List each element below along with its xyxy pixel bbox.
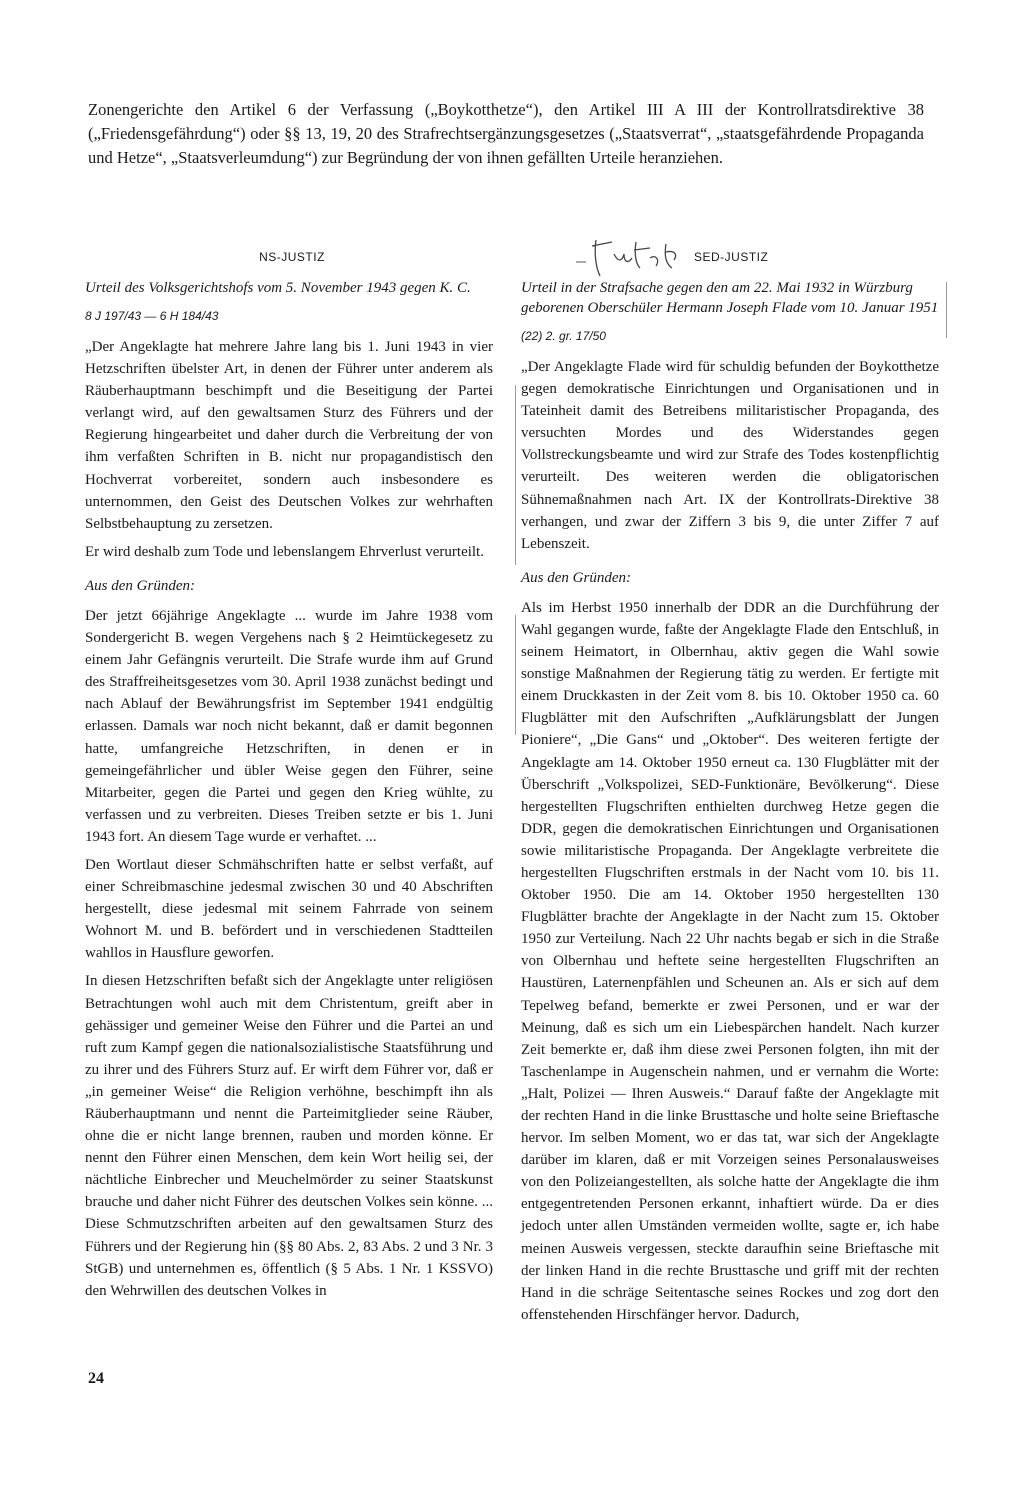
margin-line [515,615,516,735]
column-heading: SED-JUSTIZ [694,250,769,264]
reasons-paragraph: Als im Herbst 1950 innerhalb der DDR an die Durchführung der Wahl gegangen wurde, faßte der Angeklagte Flade den Entschluß, in seinem Heimatort, in Olbernhau, aktiv gegen die Wahl sowie sonstige Maßnahmen der Regierung tätig zu werden. Er fertigte mit einem Druckkasten in der Zeit vom 8. bis 10. Oktober 1950 ca. 60 Flugblätter mit den Aufschriften „Aufklärungsblatt der Jungen Pioniere“, „Die Gans“ und „Oktober“. Des weiteren fertigte der Angeklagte am 14. Oktober 1950 erneut ca. 130 Flugblätter mit der Überschrift „Volkspolizei, SED-Funktionäre, Bevölkerung“. Diese hergestellten Flugschriften enthielten durchweg Hetze gegen die DDR, gegen die demokratischen Einrichtungen und Organisationen sowie militaristische Propaganda. Der Angeklagte verbreitete die hergestellten Flugschriften erstmals in der Nacht vom 10. bis 11. Oktober 1950. Die am 14. Oktober 1950 hergestellten 130 Flugblätter brachte der Angeklagte in der Nacht zum 15. Oktober 1950 zur Verteilung. Nach 22 Uhr nachts begab er sich in die Straße von Olbernhau und heftete seine hergestellten Flugschriften an Haustüren, Laternenpfählen und Scheunen an. Als er sich auf dem Tepelweg befand, bemerkte er zwei Personen, und er war der Meinung, daß es sich um ein Liebespärchen handelt. Nach kurzer Zeit bemerkte er, daß ihm diese zwei Personen folgten, ihn mit der Taschenlampe in Augenschein nahmen, und er vernahm die Worte: „Halt, Polizei — Ihren Ausweis.“ Darauf faßte der Angeklagte mit der rechten Hand in die linke Brusttasche und holte seine Brieftasche hervor. Im selben Moment, wo er das tat, war sich der Angeklagte darüber im klaren, daß er mit Vorzeigen seines Personalausweises von den Polizeiangestellten, als solche hatte der Angeklagte die ihm entgegentretenden Personen erkannt, inhaftiert würde. Da er dies jedoch unter allen Umständen vermeiden wollte, sagte er, ich habe meinen Ausweis vergessen, steckte daraufhin seine Brieftasche mit der linken Hand in die rechte Brusttasche und griff mit der rechten Hand in die schräge Seitentasche seines Rockes und zog dort den offenstehenden Hirschfänger hervor. Dadurch, [521,599,939,1323]
reasons-paragraph: Den Wortlaut dieser Schmähschriften hatte er selbst verfaßt, auf einer Schreibmaschine jedesmal zwischen 30 und 40 Abschriften hergestellt, diese jedesmal mit seinem Fahrrade von seinem Wohnort M. und B. befördert und in verschiedenen Stadtteilen wahllos in Hausflure geworfen. [85,856,493,962]
reasons-paragraph: Der jetzt 66jährige Angeklagte ... wurde im Jahre 1938 vom Sondergericht B. wegen Vergehens nach § 2 Heimtückegesetz zu einem Jahr Gefängnis verurteilt. Die Strafe wurde ihm auf Grund des Straffreiheitsgesetzes vom 30. April 1938 zunächst bedingt und nach Ablauf der Bewährungsfrist im September 1941 endgültig erlassen. Damals war noch nicht bekannt, daß er damit begonnen hatte, umfangreiche Hetzschriften, in denen er in gemeingefährlicher und übler Weise gegen den Führer, seine Mitarbeiter, gegen die Partei und gegen den Krieg wühlte, zu verfassen und zu verbreiten. Dieses Treiben setzte er bis 1. Juni 1943 fort. An diesem Tage wurde er verhaftet. ... [85,607,493,845]
column-heading: NS-JUSTIZ [259,250,325,264]
reasons-paragraph: In diesen Hetzschriften befaßt sich der Angeklagte unter religiösen Betrachtungen wohl auch mit dem Christentum, greift aber in gehässiger und gemeiner Weise den Führer und die Partei an und ruft zum Kampf gegen die nationalsozialistische Staatsführung und zu ihrer und des Führers Sturz auf. Er wirft dem Führer vor, daß er „in gemeiner Weise“ die Religion verhöhne, beschimpft ihn als Räuberhauptmann und nennt die Parteimitglieder seine Räuber, ohne die er nicht lange brennen, rauben und morden könne. Er nennt den Führer einen Menschen, dem kein Wort heilig sei, der nächtliche Einbrecher und Meuchelmörder zu seiner Staatskunst brauche und daher nicht Führer des deutschen Volkes sein könne. ... Diese Schmutzschriften arbeiten auf den gewaltsamen Sturz des Führers und der Regierung hin (§§ 80 Abs. 2, 83 Abs. 2 und 3 Nr. 3 StGB) und unternehmen es, öffentlich (§ 5 Abs. 1 Nr. 1 KSSVO) den Wehrwillen des deutschen Volkes in [85,973,493,1299]
verdict-paragraph: „Der Angeklagte Flade wird für schuldig befunden der Boykotthetze gegen demokratische Einrichtungen und Organisationen und in Tateinheit damit des Betreibens militaristischer Propaganda, des versuchten Mordes und des Widerstandes gegen Vollstreckungsbeamte und wird zur Strafe des Todes kostenpflichtig verurteilt. Des weiteren werden die obligatorischen Sühnemaßnahmen nach Art. IX der Kontrollrats-Direktive 38 verhangen, und zwar der Ziffern 3 bis 9, die unter Ziffer 7 auf Lebenszeit. [521,359,939,552]
page-number: 24 [88,1370,104,1387]
column-ns-justiz [85,246,493,1308]
column-sed-justiz [521,246,939,1332]
case-reference: 8 J 197/43 — 6 H 184/43 [85,309,219,323]
verdict-paragraph: Er wird deshalb zum Tode und lebenslangem Ehrverlust verurteilt. [85,543,484,560]
case-reference: (22) 2. gr. 17/50 [521,329,606,343]
judgment-title: Urteil in der Strafsache gegen den am 22. Mai 1932 in Würzburg geborenen Oberschüler Hermann Joseph Flade vom 10. Januar 1951 [521,280,939,316]
reasons-heading: Aus den Gründen: [521,569,631,586]
verdict-paragraph: „Der Angeklagte hat mehrere Jahre lang bis 1. Juni 1943 in vier Hetzschriften übelster Art, in denen der Führer unter anderem als Räuberhauptmann beschimpft und die Beseitigung der Partei verlangt wird, auf den gewaltsamen Sturz des Führers und der Regierung hingearbeitet und daher durch die Verbreitung der von ihm verfaßten Schriften in B. nicht nur propagandistisch den Hochverrat vorbereitet, sondern auch insbesondere es unternommen, den Geist des Deutschen Volkes zur wehrhaften Selbstbehauptung zu zersetzen. [85,339,493,532]
judgment-title: Urteil des Volksgerichtshofs vom 5. November 1943 gegen K. C. [85,280,471,296]
margin-line [946,282,947,338]
intro-paragraph: Zonengerichte den Artikel 6 der Verfassung („Boykotthetze“), den Artikel III A III der Kontrollratsdirektive 38 („Friedensgefährdung“) oder §§ 13, 19, 20 des Strafrechtsergänzungsgesetzes („Staatsverrat“, „staatsgefährdende Propaganda und Hetze“, „Staatsverleumdung“) zur Begründung der von ihnen gefällten Urteile heranziehen. [88,100,924,167]
margin-line [515,385,516,565]
reasons-heading: Aus den Gründen: [85,577,195,594]
